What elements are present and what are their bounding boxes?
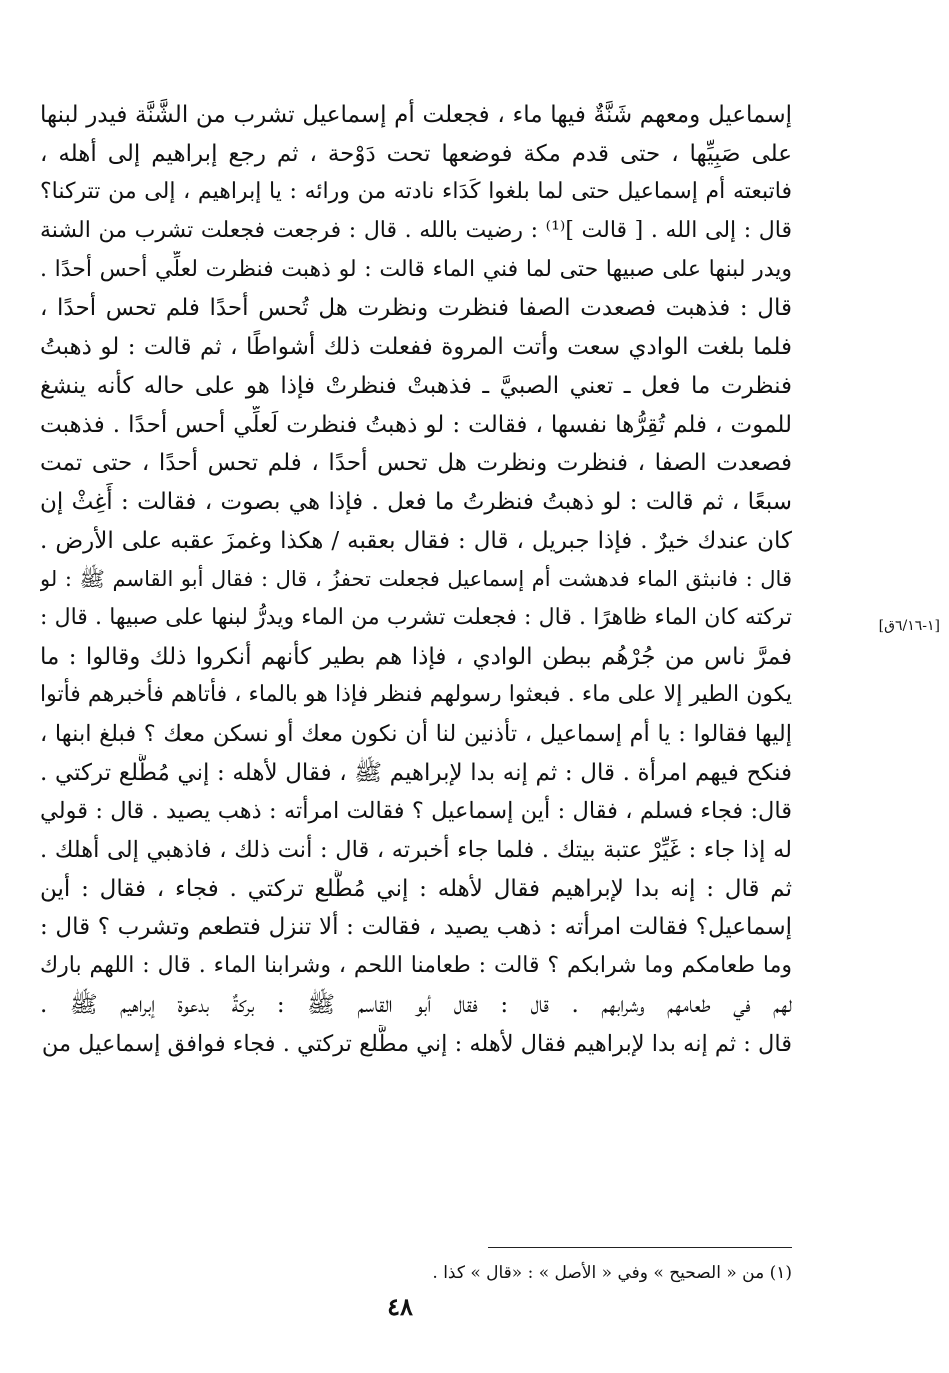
text-line: له إذا جاء : غَيِّرْ عتبة بيتك . فلما جاء أخبرته ، قال : أنت ذلك ، فاذهبي إلى أهلك . [40,837,792,864]
text-line: قال : إلى الله . [ قالت ]⁽¹⁾ : رضيت بالله . قال : فرجعت فجعلت تشرب من الشنة [40,218,792,244]
text-line: فنظرت ما فعل ـ تعني الصبيَّ ـ فذهبتْ فنظرتْ فإذا هو على حاله كأنه ينشغ [40,372,792,399]
text-line: إسماعيل ومعهم شَنَّةٌ فيها ماء ، فجعلت أم إسماعيل تشرب من الشَّنَّة فيدر لبنها [40,102,792,128]
text-line: على صَبِيِّها ، حتى قدم مكة فوضعها تحت دَوْحة ، ثم رجع إبراهيم إلى أهله ، [40,140,792,167]
text-line: يكون الطير إلا على ماء . فبعثوا رسولهم فنظر فإذا هو بالماء ، فأتاهم فأخبرهم فأتوا [40,682,792,708]
text-line: ثم قال : إنه بدا لإبراهيم فقال لأهله : إني مُطَّلع تركتي . فجاء ، فقال : أين [40,875,792,902]
text-line: فصعدت الصفا ، فنظرت ونظرت هل تحس أحدًا ، فلم تحس أحدًا ، حتى تمت [40,450,792,477]
text-line: وما طعامكم وما شرابكم ؟ قالت : طعامنا اللحم ، وشرابنا الماء . قال : اللهم بارك [40,953,792,979]
main-text-block [40,96,792,1063]
text-line: قال : ثم إنه بدا لإبراهيم فقال لأهله : إني مطَّلع تركتي . فجاء فوافق إسماعيل من [41,1030,792,1057]
text-line: ويدر لبنها على صبيها حتى لما فني الماء قالت : لو ذهبت فنظرت لعلِّي أحس أحدًا . [40,256,792,282]
text-line: للموت ، فلم تُقِرُّها نفسها ، فقالت : لو ذهبتُ فنظرت لَعلِّي أحس أحدًا . فذهبت [40,411,792,438]
text-line: إليها فقالوا : يا أم إسماعيل ، تأذنين لنا أن نكون معك أو نسكن معك ؟ فبلغ ابنها ، [40,721,792,747]
text-line: سبعًا ، ثم قالت : لو ذهبتُ فنظرتُ ما فعل . فإذا هي بصوت ، فقالت : أَغِثْ إن [40,488,792,515]
text-line: فلما بلغت الوادي سعت وأتت المروة ففعلت ذلك أشواطًا ، ثم قالت : لو ذهبتُ [40,334,792,361]
footnote-separator [488,1247,792,1248]
text-line: فنكح فيهم امرأة . قال : ثم إنه بدا لإبراهيم ﷺ ، فقال لأهله : إني مُطَّلع تركتي . [40,759,792,786]
text-line: قال: فجاء فسلم ، فقال : أين إسماعيل ؟ فقالت امرأته : ذهب يصيد . قال : قولي [40,798,792,825]
text-line: إسماعيل؟ فقالت امرأته : ذهب يصيد ، فقالت : ألا تنزل فتطعم وتشرب ؟ قال : [40,914,792,941]
text-line: فمرَّ ناس من جُرْهُم ببطن الوادي ، فإذا هم بطير كأنهم أنكروا ذلك وقالوا : ما [40,643,792,670]
manuscript-folio-reference: [١-٦/١٦ق] [878,618,940,634]
text-line: فاتبعته أم إسماعيل حتى لما بلغوا كَدَاء نادته من ورائه : يا إبراهيم ، إلى من تتركنا؟ [40,179,792,205]
text-line: تركته كان الماء ظاهرًا . قال : فجعلت تشرب من الماء ويدرُّ لبنها على صبيها . قال : [40,604,792,630]
text-line: قال : فذهبت فصعدت الصفا فنظرت ونظرت هل تُحس أحدًا فلم تحس أحدًا ، [40,295,792,322]
page-number: ٤٨ [387,1292,413,1321]
footnote: (١) من « الصحيح » وفي « الأصل » : «قال » كذا . [432,1263,792,1283]
text-line: قال : فانبثق الماء فدهشت أم إسماعيل فجعلت تحفزُ ، قال : فقال أبو القاسم ﷺ : لو [40,567,792,592]
text-line: كان عندك خيرٌ . فإذا جبريل ، قال : فقال بعقبه / هكذا وغمزَ عقبه على الأرض . [40,527,792,554]
text-line: لهم في طعامهم وشرابهم . قال : فقال أبو القاسم ﷺ : بركةٌ بدعوة إبراهيم ﷺ . [40,991,792,1018]
